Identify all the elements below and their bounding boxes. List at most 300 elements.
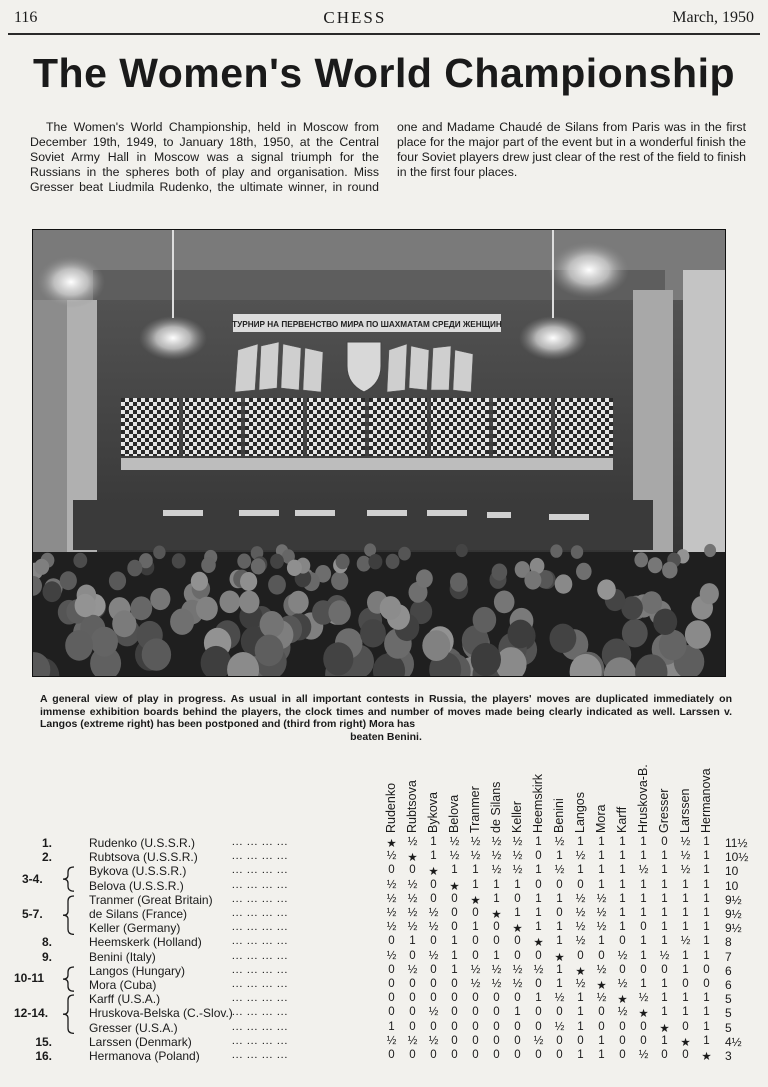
player-name: Karff (U.S.A.) bbox=[89, 992, 161, 1007]
result-cell: 0 bbox=[598, 1006, 605, 1019]
audience-head bbox=[268, 575, 286, 595]
result-cell: 1 bbox=[619, 836, 626, 848]
column-header: Rubtsova bbox=[405, 780, 419, 833]
column-header: Bykova bbox=[426, 792, 440, 833]
result-cell: 0 bbox=[703, 963, 710, 976]
total-score: 8 bbox=[725, 935, 732, 950]
result-cell: ½ bbox=[428, 907, 439, 919]
result-cell: 0 bbox=[388, 935, 395, 948]
result-cell: 1 bbox=[703, 935, 710, 948]
result-cell: 1 bbox=[640, 836, 647, 848]
result-cell: 1 bbox=[535, 864, 542, 877]
result-cell: 0 bbox=[472, 992, 479, 1005]
result-cell: 1 bbox=[514, 878, 521, 891]
result-cell: 0 bbox=[535, 978, 542, 990]
result-cell: 0 bbox=[535, 949, 542, 962]
result-cell: 0 bbox=[388, 864, 395, 877]
result-cell: 0 bbox=[451, 1020, 458, 1033]
result-cell: 0 bbox=[493, 921, 500, 934]
result-cell: ★ bbox=[407, 852, 418, 865]
result-cell: 0 bbox=[619, 935, 626, 948]
result-cell: 0 bbox=[577, 1034, 584, 1047]
result-cell: 0 bbox=[430, 1020, 437, 1033]
audience-head bbox=[150, 588, 170, 610]
result-cell: ½ bbox=[407, 907, 418, 919]
result-cell: 0 bbox=[430, 963, 437, 976]
result-cell: 1 bbox=[619, 878, 626, 891]
result-cell: ½ bbox=[617, 949, 628, 962]
total-score: 3 bbox=[725, 1049, 732, 1063]
result-cell: ★ bbox=[617, 994, 628, 1007]
dot-leader: ... ... ... ... bbox=[232, 878, 289, 891]
audience-head bbox=[550, 624, 577, 653]
result-cell: 1 bbox=[451, 949, 458, 962]
result-cell: 0 bbox=[514, 1034, 521, 1047]
total-score: 11½ bbox=[725, 836, 748, 850]
total-score: 10½ bbox=[725, 850, 749, 865]
result-cell: ½ bbox=[407, 963, 418, 976]
result-cell: 0 bbox=[430, 978, 437, 990]
result-cell: ★ bbox=[659, 1022, 670, 1035]
result-cell: 1 bbox=[640, 949, 647, 962]
audience-head bbox=[524, 571, 541, 590]
audience-head bbox=[648, 557, 663, 573]
result-cell: ½ bbox=[617, 1006, 628, 1019]
result-cell: 0 bbox=[451, 992, 458, 1005]
dot-leader: ... ... ... ... bbox=[232, 1049, 289, 1061]
result-cell: 0 bbox=[514, 892, 521, 905]
result-cell: 1 bbox=[598, 878, 605, 891]
audience-head bbox=[34, 559, 49, 575]
result-cell: 1 bbox=[598, 935, 605, 948]
result-cell: 0 bbox=[514, 992, 521, 1005]
result-cell: 0 bbox=[409, 864, 416, 877]
result-cell: 0 bbox=[409, 1006, 416, 1019]
result-cell: ½ bbox=[428, 1006, 439, 1019]
result-cell: 0 bbox=[493, 1049, 500, 1061]
player-name: Belova (U.S.S.R.) bbox=[89, 878, 184, 893]
result-cell: 1 bbox=[682, 921, 689, 934]
result-cell: ★ bbox=[575, 965, 586, 978]
result-cell: 0 bbox=[493, 1034, 500, 1047]
result-cell: ½ bbox=[491, 978, 502, 990]
audience-head bbox=[492, 564, 508, 581]
total-score: 9½ bbox=[725, 921, 742, 936]
row-rank: 2. bbox=[41, 850, 52, 865]
result-cell: ★ bbox=[680, 1036, 691, 1049]
column-header: Tranmer bbox=[468, 786, 482, 833]
result-cell: 0 bbox=[430, 1049, 437, 1061]
result-cell: 0 bbox=[472, 907, 479, 919]
row-rank: 9. bbox=[41, 949, 52, 964]
result-cell: 1 bbox=[703, 921, 710, 934]
player-name: Rudenko (U.S.S.R.) bbox=[89, 836, 196, 850]
result-cell: 0 bbox=[388, 978, 395, 990]
column-header: Langos bbox=[573, 791, 587, 833]
result-cell: ½ bbox=[491, 850, 502, 863]
result-cell: 1 bbox=[640, 978, 647, 990]
player-name: Keller (Germany) bbox=[89, 921, 181, 936]
result-cell: 0 bbox=[640, 1020, 647, 1033]
total-score: 7 bbox=[725, 949, 732, 964]
result-cell: 0 bbox=[556, 907, 563, 919]
result-cell: 1 bbox=[472, 864, 479, 877]
column-header: Belova bbox=[447, 794, 461, 833]
audience-head bbox=[220, 591, 241, 614]
result-cell: 1 bbox=[703, 836, 710, 848]
audience-head bbox=[704, 544, 716, 557]
result-cell: 0 bbox=[409, 1049, 416, 1061]
result-cell: 1 bbox=[703, 878, 710, 891]
audience-head bbox=[550, 544, 562, 557]
audience-head bbox=[494, 591, 515, 614]
result-cell: 0 bbox=[661, 963, 668, 976]
result-cell: 0 bbox=[640, 963, 647, 976]
result-cell: 1 bbox=[472, 878, 479, 891]
audience-head bbox=[260, 611, 284, 638]
result-cell: ½ bbox=[386, 949, 397, 962]
result-cell: 1 bbox=[388, 1020, 395, 1033]
result-cell: 0 bbox=[556, 1034, 563, 1047]
result-cell: ½ bbox=[449, 850, 460, 863]
result-cell: 0 bbox=[472, 949, 479, 962]
result-cell: ★ bbox=[512, 923, 523, 936]
result-cell: 0 bbox=[472, 935, 479, 948]
result-cell: ½ bbox=[491, 963, 502, 976]
player-name: Rubtsova (U.S.S.R.) bbox=[89, 850, 198, 865]
audience-head bbox=[662, 562, 677, 579]
result-cell: ½ bbox=[491, 836, 502, 848]
audience-head bbox=[109, 572, 126, 591]
audience-head bbox=[75, 594, 96, 617]
column-header: Hruskova-B. bbox=[636, 764, 650, 833]
result-cell: 0 bbox=[703, 978, 710, 990]
result-cell: ½ bbox=[575, 892, 586, 905]
result-cell: 1 bbox=[598, 1034, 605, 1047]
magazine-name: CHESS bbox=[323, 8, 387, 27]
caption-last-line: beaten Benini. bbox=[350, 730, 422, 743]
audience-head bbox=[287, 560, 302, 576]
audience-head bbox=[473, 607, 497, 633]
result-cell: ½ bbox=[470, 850, 481, 863]
result-cell: 1 bbox=[703, 1020, 710, 1033]
audience-head bbox=[65, 630, 93, 661]
result-cell: 1 bbox=[535, 907, 542, 919]
result-cell: ½ bbox=[596, 963, 607, 976]
audience-head bbox=[201, 557, 216, 573]
total-score: 6 bbox=[725, 963, 732, 978]
audience-head bbox=[288, 591, 309, 614]
result-cell: 1 bbox=[661, 864, 668, 877]
result-cell: 1 bbox=[598, 836, 605, 848]
result-cell: 0 bbox=[451, 1049, 458, 1061]
audience-head bbox=[91, 627, 118, 657]
result-cell: 0 bbox=[640, 921, 647, 934]
row-rank: 16. bbox=[35, 1049, 52, 1063]
audience-head bbox=[270, 554, 284, 569]
page-number: 116 bbox=[14, 9, 38, 26]
page-header bbox=[14, 6, 754, 30]
result-cell: 1 bbox=[535, 921, 542, 934]
result-cell: ★ bbox=[449, 880, 460, 893]
result-cell: ½ bbox=[386, 907, 397, 919]
result-cell: ½ bbox=[617, 978, 628, 990]
audience-head bbox=[60, 571, 77, 590]
audience-head bbox=[368, 554, 382, 569]
result-cell: 1 bbox=[598, 850, 605, 863]
result-cell: ½ bbox=[512, 864, 523, 877]
player-name: Larssen (Denmark) bbox=[89, 1034, 192, 1049]
result-cell: 1 bbox=[682, 963, 689, 976]
audience-head bbox=[328, 600, 350, 625]
result-cell: 1 bbox=[703, 1006, 710, 1019]
result-cell: ½ bbox=[512, 963, 523, 976]
column-header: Keller bbox=[510, 801, 524, 833]
result-cell: ½ bbox=[470, 978, 481, 990]
result-cell: 0 bbox=[430, 892, 437, 905]
result-cell: 1 bbox=[661, 1034, 668, 1047]
result-cell: 0 bbox=[535, 850, 542, 863]
article-intro: The Women's World Championship, held in Moscow from December 19th, 1949, to January 18th, 1950, at the Central Soviet Army Hall in Moscow was a signal triumph for the Russians in the spheres both of play and organisation. Miss Gresser beat Liudmila Rudenko, the ultimate winner, in round one and Madame Chaudé de Silans from Paris was in the first place for the major part of the event but in a wonderful finish the four Soviet players drew just clear of the rest of the field to finish in the first four places. bbox=[30, 120, 746, 194]
row-rank: 8. bbox=[41, 935, 52, 950]
player-name: Hruskova-Belska (C.-Slov.) bbox=[89, 1006, 233, 1021]
result-cell: 1 bbox=[577, 836, 584, 848]
player-name: Mora (Cuba) bbox=[89, 978, 157, 992]
audience-head bbox=[380, 596, 402, 620]
result-cell: ½ bbox=[386, 921, 397, 934]
result-cell: 1 bbox=[661, 978, 668, 990]
column-header: Gresser bbox=[657, 788, 671, 833]
result-cell: 1 bbox=[451, 963, 458, 976]
hall-banner-text: ТУРНИР НА ПЕРВЕНСТВО МИРА ПО ШАХМАТАМ СРЕДИ ЖЕНЩИН bbox=[232, 320, 502, 329]
tie-rank-label: 10-11 bbox=[14, 970, 45, 985]
result-cell: 1 bbox=[619, 907, 626, 919]
result-cell: 0 bbox=[493, 992, 500, 1005]
result-cell: ½ bbox=[680, 836, 691, 848]
audience-head bbox=[172, 553, 186, 568]
result-cell: 0 bbox=[493, 1020, 500, 1033]
result-cell: 0 bbox=[640, 1034, 647, 1047]
result-cell: ★ bbox=[470, 894, 481, 907]
audience-head bbox=[153, 546, 165, 560]
result-cell: ½ bbox=[533, 963, 544, 976]
result-cell: ½ bbox=[596, 992, 607, 1005]
result-cell: 0 bbox=[409, 949, 416, 962]
result-cell: ½ bbox=[554, 1020, 565, 1033]
audience-head bbox=[398, 547, 411, 561]
result-cell: 1 bbox=[577, 1049, 584, 1061]
column-header: Mora bbox=[594, 804, 608, 833]
result-cell: 1 bbox=[661, 878, 668, 891]
result-cell: ½ bbox=[596, 907, 607, 919]
result-cell: 0 bbox=[619, 1020, 626, 1033]
audience-head bbox=[508, 620, 534, 649]
audience-head bbox=[127, 560, 142, 577]
result-cell: 0 bbox=[556, 1006, 563, 1019]
result-cell: 0 bbox=[451, 978, 458, 990]
tie-rank-label: 5-7. bbox=[22, 907, 43, 921]
result-cell: 0 bbox=[598, 949, 605, 962]
result-cell: ½ bbox=[575, 978, 586, 990]
result-cell: ½ bbox=[575, 907, 586, 919]
result-cell: 0 bbox=[514, 1049, 521, 1061]
result-cell: ½ bbox=[533, 1034, 544, 1047]
result-cell: 1 bbox=[682, 907, 689, 919]
dot-leader: ... ... ... ... bbox=[232, 1006, 289, 1019]
result-cell: 1 bbox=[619, 850, 626, 863]
result-cell: 0 bbox=[598, 1020, 605, 1033]
result-cell: 0 bbox=[619, 963, 626, 976]
row-rank: 1. bbox=[41, 836, 52, 850]
result-cell: 1 bbox=[535, 992, 542, 1005]
result-cell: 1 bbox=[493, 878, 500, 891]
result-cell: 1 bbox=[703, 892, 710, 905]
result-cell: 1 bbox=[514, 907, 521, 919]
result-cell: 1 bbox=[451, 864, 458, 877]
result-cell: 1 bbox=[703, 1034, 710, 1047]
player-name: Bykova (U.S.S.R.) bbox=[89, 864, 187, 879]
player-name: Gresser (U.S.A.) bbox=[89, 1020, 178, 1035]
audience-head bbox=[653, 609, 677, 635]
column-header: Rudenko bbox=[384, 782, 398, 833]
result-cell: 1 bbox=[661, 907, 668, 919]
result-cell: ½ bbox=[512, 850, 523, 863]
audience-head bbox=[360, 619, 386, 647]
audience-head bbox=[336, 554, 350, 569]
result-cell: 1 bbox=[640, 850, 647, 863]
result-cell: ½ bbox=[575, 935, 586, 948]
result-cell: 0 bbox=[619, 1034, 626, 1047]
result-cell: ½ bbox=[575, 921, 586, 934]
result-cell: 1 bbox=[682, 949, 689, 962]
result-cell: 0 bbox=[388, 992, 395, 1005]
result-cell: ★ bbox=[596, 980, 607, 992]
result-cell: 0 bbox=[577, 878, 584, 891]
result-cell: 1 bbox=[430, 836, 437, 848]
result-cell: 0 bbox=[472, 1020, 479, 1033]
article-title: The Women's World Championship bbox=[32, 50, 736, 96]
result-cell: 1 bbox=[703, 850, 710, 863]
result-cell: ½ bbox=[407, 878, 418, 891]
result-cell: ½ bbox=[680, 935, 691, 948]
result-cell: 1 bbox=[661, 921, 668, 934]
audience-head bbox=[323, 642, 353, 675]
player-name: Hermanova (Poland) bbox=[89, 1049, 200, 1063]
result-cell: 1 bbox=[514, 1006, 521, 1019]
result-cell: 0 bbox=[556, 1049, 563, 1061]
result-cell: ★ bbox=[533, 937, 544, 950]
result-cell: 0 bbox=[535, 878, 542, 891]
result-cell: ½ bbox=[470, 836, 481, 848]
result-cell: 1 bbox=[640, 878, 647, 891]
total-score: 9½ bbox=[725, 892, 742, 907]
result-cell: 1 bbox=[556, 892, 563, 905]
result-cell: ½ bbox=[428, 921, 439, 934]
result-cell: 1 bbox=[577, 1020, 584, 1033]
result-cell: 0 bbox=[409, 1020, 416, 1033]
audience-head bbox=[571, 545, 583, 559]
audience-head bbox=[700, 583, 719, 604]
result-cell: 0 bbox=[472, 1049, 479, 1061]
result-cell: 0 bbox=[661, 1049, 668, 1061]
dot-leader: ... ... ... ... bbox=[232, 992, 289, 1005]
result-cell: ½ bbox=[386, 850, 397, 863]
audience-head bbox=[416, 569, 433, 587]
result-cell: 0 bbox=[409, 992, 416, 1005]
result-cell: 0 bbox=[577, 949, 584, 962]
column-header: Larssen bbox=[678, 788, 692, 833]
result-cell: 0 bbox=[451, 921, 458, 934]
result-cell: 0 bbox=[451, 892, 458, 905]
result-cell: 1 bbox=[577, 864, 584, 877]
dot-leader: ... ... ... ... bbox=[232, 864, 289, 877]
total-score: 4½ bbox=[725, 1034, 742, 1049]
result-cell: 1 bbox=[556, 978, 563, 990]
result-cell: ½ bbox=[407, 921, 418, 934]
issue-date: March, 1950 bbox=[672, 9, 754, 26]
total-score: 10 bbox=[725, 864, 739, 879]
dot-leader: ... ... ... ... bbox=[232, 850, 289, 863]
audience-head bbox=[251, 558, 266, 574]
result-cell: 1 bbox=[556, 921, 563, 934]
total-score: 5 bbox=[725, 1020, 732, 1035]
result-cell: 0 bbox=[430, 935, 437, 948]
result-cell: ½ bbox=[680, 850, 691, 863]
audience-head bbox=[555, 574, 573, 593]
total-score: 9½ bbox=[725, 907, 742, 921]
result-cell: ½ bbox=[512, 836, 523, 848]
audience-head bbox=[43, 581, 62, 602]
result-cell: 1 bbox=[682, 1006, 689, 1019]
column-header: Heemskirk bbox=[531, 773, 545, 833]
tie-rank-label: 12-14. bbox=[14, 1006, 49, 1021]
result-cell: 1 bbox=[556, 935, 563, 948]
result-cell: 0 bbox=[493, 935, 500, 948]
result-cell: ½ bbox=[554, 836, 565, 848]
result-cell: 1 bbox=[661, 1006, 668, 1019]
result-cell: ★ bbox=[638, 1008, 649, 1021]
result-cell: 0 bbox=[619, 1049, 626, 1061]
total-score: 5 bbox=[725, 1006, 732, 1021]
result-cell: 1 bbox=[661, 850, 668, 863]
result-cell: 1 bbox=[640, 892, 647, 905]
result-cell: 1 bbox=[577, 1006, 584, 1019]
result-cell: 1 bbox=[619, 921, 626, 934]
result-cell: 1 bbox=[556, 963, 563, 976]
result-cell: ½ bbox=[596, 892, 607, 905]
result-cell: ½ bbox=[428, 1034, 439, 1047]
audience-head bbox=[386, 554, 400, 569]
result-cell: 0 bbox=[556, 878, 563, 891]
result-cell: 0 bbox=[514, 949, 521, 962]
dot-leader: ... ... ... ... bbox=[232, 1020, 289, 1033]
result-cell: 0 bbox=[493, 1006, 500, 1019]
dot-leader: ... ... ... ... bbox=[232, 935, 289, 948]
column-header: Hermanova bbox=[699, 768, 713, 833]
result-cell: 0 bbox=[682, 1020, 689, 1033]
photo-caption bbox=[40, 693, 732, 743]
result-cell: 0 bbox=[682, 978, 689, 990]
column-header: Benini bbox=[552, 798, 566, 833]
result-cell: 1 bbox=[703, 864, 710, 877]
audience-head bbox=[576, 563, 592, 580]
audience-head bbox=[422, 630, 450, 661]
total-score: 6 bbox=[725, 978, 732, 992]
row-rank: 15. bbox=[35, 1034, 52, 1049]
result-cell: ★ bbox=[554, 951, 565, 964]
tie-brace bbox=[62, 966, 76, 992]
result-cell: 1 bbox=[430, 850, 437, 863]
